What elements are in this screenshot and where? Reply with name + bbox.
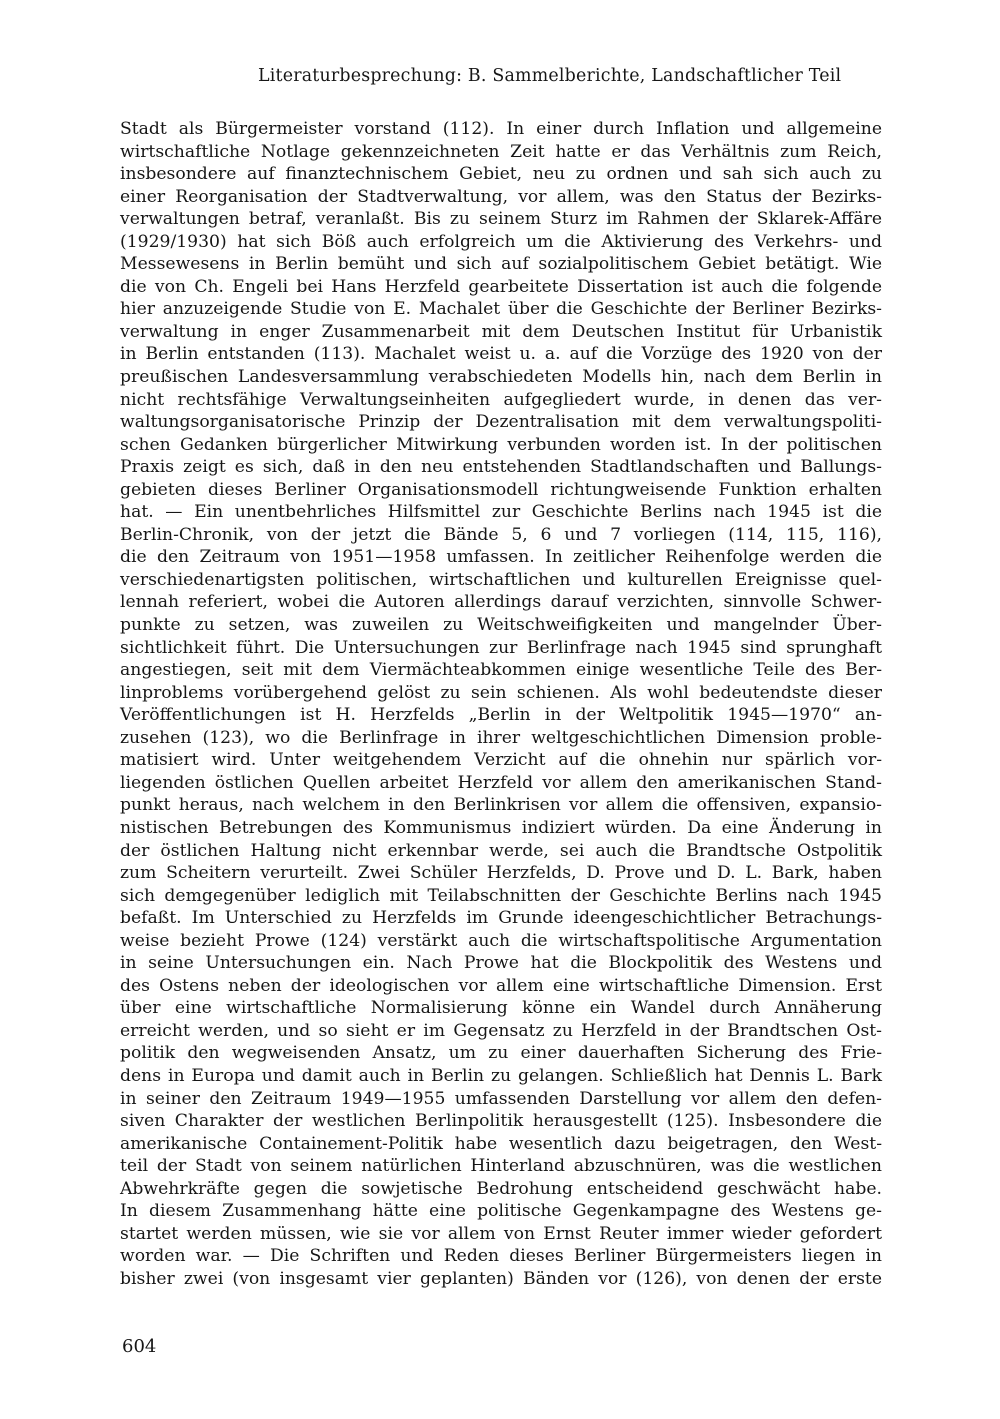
text-line: politik den wegweisenden Ansatz, um zu einer dauerhaften Sicherung des Frie- <box>120 1043 882 1064</box>
text-line: zum Scheitern verurteilt. Zwei Schüler Herzfelds, D. Prove und D. L. Bark, haben <box>120 863 882 884</box>
text-line: in Berlin entstanden (113). Machalet weist u. a. auf die Vorzüge des 1920 von der <box>120 344 882 365</box>
text-line: wirtschaftliche Notlage gekennzeichneten Zeit hatte er das Verhältnis zum Reich, <box>120 141 882 162</box>
text-line: Veröffentlichungen ist H. Herzfelds „Berlin in der Weltpolitik 1945—1970“ an- <box>120 705 882 726</box>
text-line: bisher zwei (von insgesamt vier geplanten) Bänden vor (126), von denen der erste <box>120 1268 882 1289</box>
text-line: lennah referiert, wobei die Autoren allerdings darauf verzichten, sinnvolle Schwer- <box>120 592 882 613</box>
text-line: befaßt. Im Unterschied zu Herzfelds im Grunde ideengeschichtlicher Betrachungs- <box>120 908 882 929</box>
text-line: (1929/1930) hat sich Böß auch erfolgreich um die Aktivierung des Verkehrs- und <box>120 231 882 252</box>
body-text <box>120 118 882 1290</box>
text-line: die den Zeitraum von 1951—1958 umfassen. In zeitlicher Reihenfolge werden die <box>120 547 882 568</box>
text-line: In diesem Zusammenhang hätte eine politische Gegenkampagne des Westens ge- <box>120 1201 882 1222</box>
text-line: startet werden müssen, wie sie vor allem von Ernst Reuter immer wieder gefordert <box>120 1223 882 1244</box>
text-line: gebieten dieses Berliner Organisationsmodell richtungweisende Funktion erhalten <box>120 479 882 500</box>
text-line: in seiner den Zeitraum 1949—1955 umfassenden Darstellung vor allem den defen- <box>120 1088 882 1109</box>
text-line: verwaltung in enger Zusammenarbeit mit dem Deutschen Institut für Urbanistik <box>120 321 882 342</box>
text-line: die von Ch. Engeli bei Hans Herzfeld gearbeitete Dissertation ist auch die folgende <box>120 276 882 297</box>
text-line: Stadt als Bürgermeister vorstand (112). In einer durch Inflation und allgemeine <box>120 119 882 139</box>
text-line: angestiegen, seit mit dem Viermächteabkommen einige wesentliche Teile des Ber- <box>120 660 882 681</box>
text-line: teil der Stadt von seinem natürlichen Hinterland abzuschnüren, was die westlichen <box>120 1156 882 1177</box>
text-line: matisiert wird. Unter weitgehendem Verzicht auf die ohnehin nur spärlich vor- <box>120 750 882 771</box>
text-line: schen Gedanken bürgerlicher Mitwirkung verbunden worden ist. In der politischen <box>120 434 882 455</box>
text-line: hat. — Ein unentbehrliches Hilfsmittel zur Geschichte Berlins nach 1945 ist die <box>120 502 882 523</box>
text-line: punkte zu setzen, was zuweilen zu Weitschweifigkeiten und mangelnder Über- <box>120 615 882 636</box>
text-line: einer Reorganisation der Stadtverwaltung, vor allem, was den Status der Bezirks- <box>120 186 882 207</box>
text-line: worden war. — Die Schriften und Reden dieses Berliner Bürgermeisters liegen in <box>120 1246 882 1267</box>
text-line: in seine Untersuchungen ein. Nach Prowe hat die Blockpolitik des Westens und <box>120 953 882 974</box>
text-line: nicht rechtsfähige Verwaltungseinheiten aufgegliedert wurde, in denen das ver- <box>120 389 882 410</box>
text-line: siven Charakter der westlichen Berlinpolitik herausgestellt (125). Insbesondere die <box>120 1111 882 1132</box>
text-line: des Ostens neben der ideologischen vor allem eine wirtschaftliche Dimension. Erst <box>120 975 882 996</box>
text-line: nistischen Betrebungen des Kommunismus indiziert würden. Da eine Änderung in <box>120 817 882 838</box>
text-line: liegenden östlichen Quellen arbeitet Herzfeld vor allem den amerikanischen Stand- <box>120 772 882 793</box>
text-line: linproblems vorübergehend gelöst zu sein schienen. Als wohl bedeutendste dieser <box>120 682 882 703</box>
text-line: preußischen Landesversammlung verabschiedeten Modells hin, nach dem Berlin in <box>120 367 882 388</box>
text-line: Messewesens in Berlin bemüht und sich auf sozialpolitischem Gebiet betätigt. Wie <box>120 254 882 275</box>
text-line: verwaltungen betraf, veranlaßt. Bis zu seinem Sturz im Rahmen der Sklarek-Affäre <box>120 209 882 230</box>
text-line: über eine wirtschaftliche Normalisierung könne ein Wandel durch Annäherung <box>120 998 882 1019</box>
text-line: zusehen (123), wo die Berlinfrage in ihrer weltgeschichtlichen Dimension proble- <box>120 727 882 748</box>
text-line: Berlin-Chronik, von der jetzt die Bände 5, 6 und 7 vorliegen (114, 115, 116), <box>120 524 882 545</box>
text-line: amerikanische Containement-Politik habe wesentlich dazu beigetragen, den West- <box>120 1133 882 1154</box>
text-line: sich demgegenüber lediglich mit Teilabschnitten der Geschichte Berlins nach 1945 <box>120 885 882 906</box>
text-line: verschiedenartigsten politischen, wirtschaftlichen und kulturellen Ereignisse quel- <box>120 569 882 590</box>
text-line: sichtlichkeit führt. Die Untersuchungen zur Berlinfrage nach 1945 sind sprunghaft <box>120 637 882 658</box>
text-line: hier anzuzeigende Studie von E. Machalet über die Geschichte der Berliner Bezirks- <box>120 299 882 320</box>
text-line: der östlichen Haltung nicht erkennbar werde, sei auch die Brandtsche Ostpolitik <box>120 840 882 861</box>
running-head: Literaturbesprechung: B. Sammelberichte, Landschaftlicher Teil <box>258 66 842 86</box>
text-line: erreicht werden, und so sieht er im Gegensatz zu Herzfeld in der Brandtschen Ost- <box>120 1020 882 1041</box>
text-line: dens in Europa und damit auch in Berlin zu gelangen. Schließlich hat Dennis L. Bark <box>120 1065 882 1086</box>
text-line: waltungsorganisatorische Prinzip der Dezentralisation mit dem verwaltungspoliti- <box>120 412 882 433</box>
text-line: Praxis zeigt es sich, daß in den neu entstehenden Stadtlandschaften und Ballungs- <box>120 457 882 478</box>
text-line: Abwehrkräfte gegen die sowjetische Bedrohung entscheidend geschwächt habe. <box>120 1178 882 1199</box>
text-line: punkt heraus, nach welchem in den Berlinkrisen vor allem die offensiven, expansio- <box>120 795 882 816</box>
page-number: 604 <box>122 1336 157 1357</box>
text-line: insbesondere auf finanztechnischem Gebiet, neu zu ordnen und sah sich auch zu <box>120 164 882 185</box>
text-line: weise bezieht Prowe (124) verstärkt auch die wirtschaftspolitische Argumentation <box>120 930 882 951</box>
